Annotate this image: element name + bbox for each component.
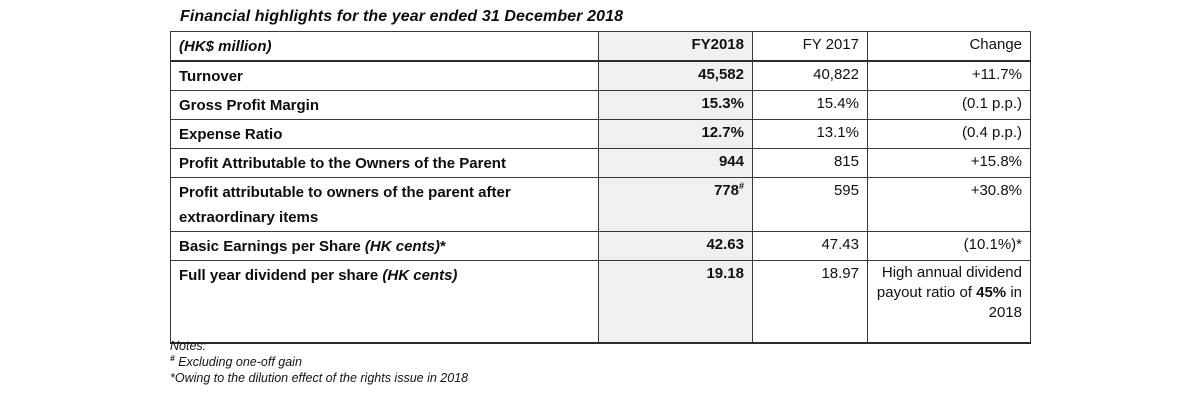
financial-highlights-table bbox=[170, 31, 1031, 344]
label-unit: (HK cents) bbox=[382, 267, 458, 284]
label-text: Full year dividend per share bbox=[179, 267, 383, 284]
table-row-dividend bbox=[171, 261, 1031, 343]
cell-fy2017: 47.43 bbox=[753, 232, 868, 261]
table-row-expense-ratio bbox=[171, 120, 1031, 149]
footnote-marker: * bbox=[439, 238, 446, 255]
cell-fy2017: 13.1% bbox=[753, 120, 868, 149]
note-dilution-effect: *Owing to the dilution effect of the rights issue in 2018 bbox=[170, 371, 469, 385]
cell-fy2017: 595 bbox=[753, 178, 868, 232]
cell-fy2017: 15.4% bbox=[753, 91, 868, 120]
change-highlight: 45% bbox=[976, 284, 1007, 301]
header-fy2018: FY2018 bbox=[599, 32, 753, 62]
row-label: Turnover bbox=[171, 61, 599, 91]
change-text: in 2018 bbox=[988, 284, 1022, 321]
value: 778 bbox=[713, 182, 739, 199]
notes-block bbox=[170, 338, 468, 386]
label-unit: (HK cents) bbox=[364, 238, 440, 255]
footnote-marker: # bbox=[738, 181, 744, 191]
table-row-basic-eps bbox=[171, 232, 1031, 261]
cell-change: (0.4 p.p.) bbox=[868, 120, 1031, 149]
table-row-profit-attributable bbox=[171, 149, 1031, 178]
row-label: Profit attributable to owners of the parent after extraordinary items bbox=[171, 178, 599, 232]
label-text: Basic Earnings per Share bbox=[179, 238, 365, 255]
cell-fy2018: 944 bbox=[599, 149, 753, 178]
page-title: Financial highlights for the year ended 31 December 2018 bbox=[180, 8, 624, 25]
row-label: Gross Profit Margin bbox=[171, 91, 599, 120]
change-text: High annual dividend payout ratio of bbox=[876, 264, 1022, 301]
cell-change: +15.8% bbox=[868, 149, 1031, 178]
table-row-profit-after-extraordinary bbox=[171, 178, 1031, 232]
cell-fy2017: 18.97 bbox=[753, 261, 868, 343]
header-change: Change bbox=[868, 32, 1031, 62]
row-label: Profit Attributable to the Owners of the Parent bbox=[171, 149, 599, 178]
table-header-row bbox=[171, 32, 1031, 62]
footnote-marker: # bbox=[170, 352, 175, 363]
cell-change: +11.7% bbox=[868, 61, 1031, 91]
cell-fy2018: 45,582 bbox=[599, 61, 753, 91]
row-label bbox=[171, 232, 599, 261]
table-row-turnover bbox=[171, 61, 1031, 91]
note-text: Excluding one-off gain bbox=[174, 355, 302, 369]
cell-fy2018: 15.3% bbox=[599, 91, 753, 120]
row-label bbox=[171, 261, 599, 343]
note-excluding-one-off-gain bbox=[170, 354, 468, 370]
cell-fy2017: 40,822 bbox=[753, 61, 868, 91]
header-fy2017: FY 2017 bbox=[753, 32, 868, 62]
cell-fy2018 bbox=[599, 178, 753, 232]
header-unit: (HK$ million) bbox=[171, 32, 599, 62]
cell-change: (10.1%)* bbox=[868, 232, 1031, 261]
table-row-gross-profit-margin bbox=[171, 91, 1031, 120]
row-label: Expense Ratio bbox=[171, 120, 599, 149]
cell-change bbox=[868, 261, 1031, 343]
cell-change: +30.8% bbox=[868, 178, 1031, 232]
cell-fy2018: 19.18 bbox=[599, 261, 753, 343]
cell-fy2018: 12.7% bbox=[599, 120, 753, 149]
cell-fy2018: 42.63 bbox=[599, 232, 753, 261]
cell-change: (0.1 p.p.) bbox=[868, 91, 1031, 120]
notes-heading: Notes: bbox=[170, 339, 207, 353]
cell-fy2017: 815 bbox=[753, 149, 868, 178]
